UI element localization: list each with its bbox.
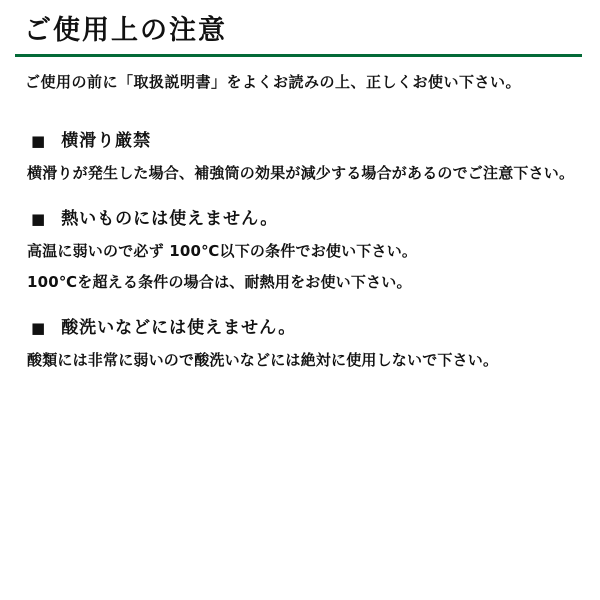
- section-body-line: 100℃を超える条件の場合は、耐熱用をお使い下さい。: [27, 273, 412, 291]
- intro-text: ご使用の前に「取扱説明書」をよくお読みの上、正しくお使い下さい。: [25, 73, 522, 91]
- section-heading-text: 横滑り厳禁: [61, 131, 152, 151]
- section-heading: [31, 318, 600, 338]
- section-body-line: 酸類には非常に弱いので酸洗いなどには絶対に使用しないで下さい。: [27, 351, 499, 369]
- section-heading: [31, 131, 600, 151]
- section-body-line: 高温に弱いので必ず 100℃以下の条件でお使い下さい。: [27, 242, 418, 260]
- square-bullet-icon: ■: [31, 319, 46, 337]
- sections: [0, 131, 600, 369]
- square-bullet-icon: ■: [31, 210, 46, 228]
- section-heading: [31, 209, 600, 229]
- section-heading-text: 酸洗いなどには使えません。: [61, 318, 297, 338]
- title-underline-rule: [15, 54, 582, 57]
- square-bullet-icon: ■: [31, 132, 46, 150]
- section-body-line: 横滑りが発生した場合、補強筒の効果が減少する場合があるのでご注意下さい。: [27, 164, 575, 182]
- notice-section: [0, 131, 600, 182]
- section-heading-text: 熱いものには使えません。: [61, 209, 279, 229]
- notice-section: [0, 209, 600, 291]
- page-title: ご使用上の注意: [24, 15, 227, 46]
- notice-section: [0, 318, 600, 369]
